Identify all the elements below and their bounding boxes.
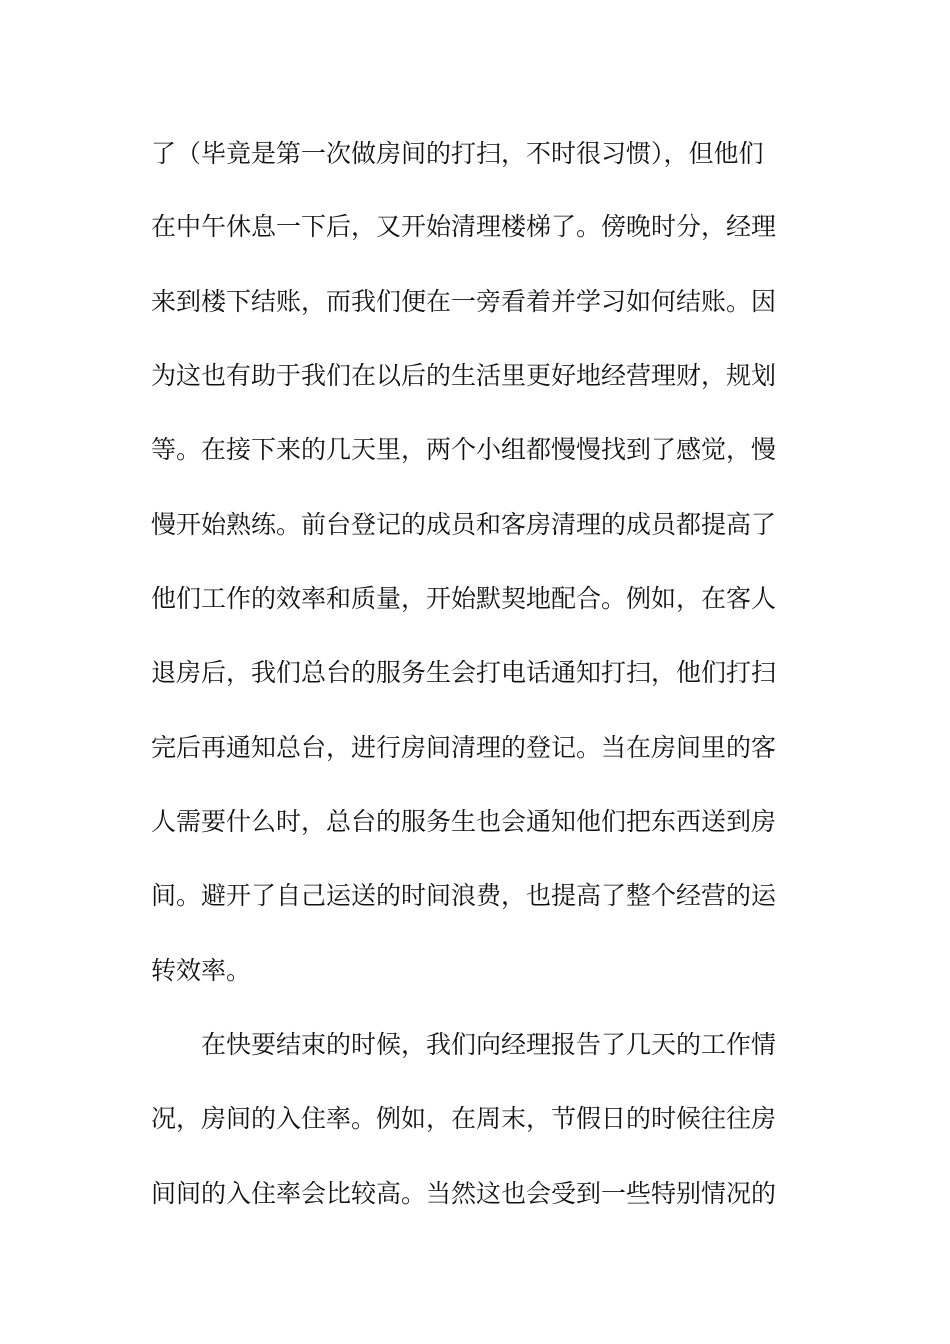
text-line: 在快要结束的时候，我们向经理报告了几天的工作情 xyxy=(201,1030,777,1059)
text-line: 况，房间的入住率。例如，在周末，节假日的时候往往房 xyxy=(151,1104,777,1133)
text-line: 来到楼下结账，而我们便在一旁看着并学习如何结账。因 xyxy=(151,287,777,316)
text-line: 等。在接下来的几天里，两个小组都慢慢找到了感觉，慢 xyxy=(151,435,777,464)
text-line: 了（毕竟是第一次做房间的打扫，不时很习惯），但他们 xyxy=(151,139,764,168)
text-line: 间。避开了自己运送的时间浪费，也提高了整个经营的运 xyxy=(151,881,777,910)
text-line: 完后再通知总台，进行房间清理的登记。当在房间里的客 xyxy=(151,733,777,762)
text-line: 慢开始熟练。前台登记的成员和客房清理的成员都提高了 xyxy=(151,510,777,539)
text-line: 间间的入住率会比较高。当然这也会受到一些特别情况的 xyxy=(151,1179,777,1208)
text-line: 他们工作的效率和质量，开始默契地配合。例如，在客人 xyxy=(151,584,777,613)
text-line: 退房后，我们总台的服务生会打电话通知打扫，他们打扫 xyxy=(151,658,777,687)
text-line: 在中午休息一下后，又开始清理楼梯了。傍晚时分，经理 xyxy=(151,212,777,241)
text-line: 为这也有助于我们在以后的生活里更好地经营理财，规划 xyxy=(151,361,777,390)
text-line: 人需要什么时，总台的服务生也会通知他们把东西送到房 xyxy=(151,807,777,836)
text-line: 转效率。 xyxy=(151,956,252,985)
